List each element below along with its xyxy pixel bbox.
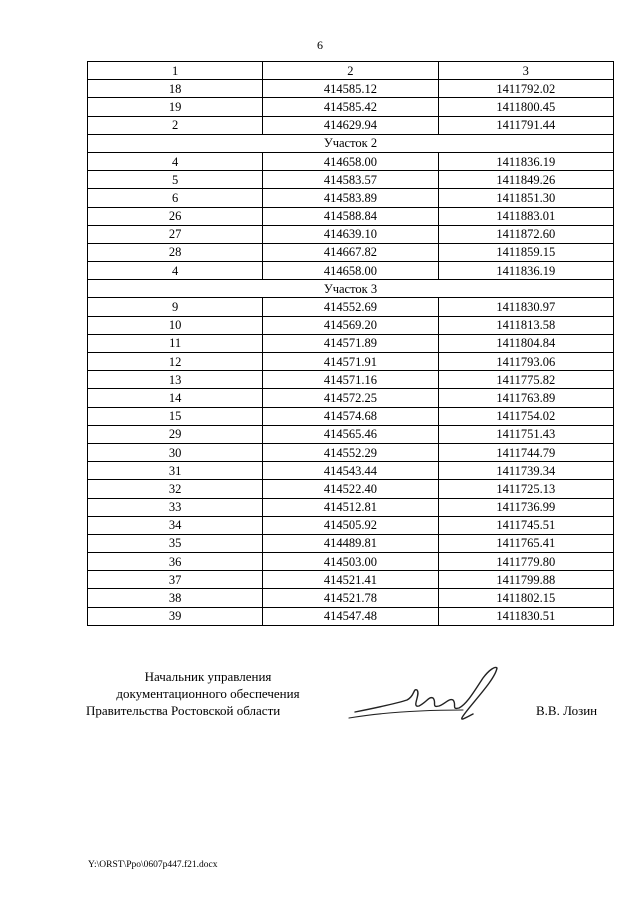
table-cell: 1411792.02 [438,80,613,98]
section-title: Участок 3 [88,280,614,298]
position-title-line3: Правительства Ростовской области [86,703,281,718]
table-cell: 18 [88,80,263,98]
table-cell: 1411851.30 [438,189,613,207]
table-cell: 1411791.44 [438,116,613,134]
table-cell: 414522.40 [263,480,438,498]
page-number: 6 [317,38,323,52]
table-row [88,407,614,425]
table-cell: 414574.68 [263,407,438,425]
table-cell: 414569.20 [263,316,438,334]
table-cell: 11 [88,334,263,352]
table-cell: 38 [88,589,263,607]
table-cell: 414572.25 [263,389,438,407]
table-cell: 414503.00 [263,553,438,571]
table-cell: 414505.92 [263,516,438,534]
section-title: Участок 2 [88,134,614,152]
table-cell: 1411883.01 [438,207,613,225]
table-row [88,152,614,170]
table-cell: 36 [88,553,263,571]
table-cell: 1411859.15 [438,243,613,261]
table-cell: 33 [88,498,263,516]
table-cell: 1411765.41 [438,534,613,552]
table-row [88,116,614,134]
section-row [88,280,614,298]
table-row [88,516,614,534]
table-cell: 414588.84 [263,207,438,225]
table-cell: 414547.48 [263,607,438,625]
table-cell: 29 [88,425,263,443]
signature-block [88,668,328,719]
table-row [88,316,614,334]
table-cell: 414489.81 [263,534,438,552]
file-path: Y:\ORST\Ppo\0607p447.f21.docx [88,860,218,870]
table-cell: 31 [88,462,263,480]
table-cell: 19 [88,98,263,116]
table-cell: 1411836.19 [438,152,613,170]
table-row [88,462,614,480]
table-cell: 414512.81 [263,498,438,516]
table-cell: 1411751.43 [438,425,613,443]
table-cell: 10 [88,316,263,334]
table-row [88,571,614,589]
table-row [88,207,614,225]
table-cell: 37 [88,571,263,589]
table-cell: 414521.78 [263,589,438,607]
table-cell: 414565.46 [263,425,438,443]
table-cell: 414667.82 [263,243,438,261]
table-row [88,534,614,552]
table-row [88,480,614,498]
table-row [88,389,614,407]
table-row [88,225,614,243]
table-cell: 414571.16 [263,371,438,389]
table-cell: 1411779.80 [438,553,613,571]
table-row [88,498,614,516]
table-cell: 2 [88,116,263,134]
table-cell: 34 [88,516,263,534]
table-cell: 1411745.51 [438,516,613,534]
table-cell: 414585.42 [263,98,438,116]
table-cell: 1 [88,62,263,80]
table-cell: 1411813.58 [438,316,613,334]
table-cell: 414543.44 [263,462,438,480]
table-cell: 1411744.79 [438,443,613,461]
table-row [88,189,614,207]
table-cell: 414552.69 [263,298,438,316]
coordinates-table [87,61,614,626]
table-cell: 1411849.26 [438,171,613,189]
table-cell: 414552.29 [263,443,438,461]
table-cell: 1411804.84 [438,334,613,352]
table-cell: 1411736.99 [438,498,613,516]
table-cell: 1411830.97 [438,298,613,316]
table-cell: 26 [88,207,263,225]
table-cell: 414639.10 [263,225,438,243]
table-row [88,553,614,571]
table-cell: 1411763.89 [438,389,613,407]
table-row [88,80,614,98]
table-cell: 1411725.13 [438,480,613,498]
table-row [88,589,614,607]
table-row [88,171,614,189]
table-cell: 35 [88,534,263,552]
table-header-row [88,62,614,80]
handwritten-signature [345,660,515,730]
table-cell: 414571.89 [263,334,438,352]
table-cell: 27 [88,225,263,243]
table-row [88,298,614,316]
table-cell: 414658.00 [263,262,438,280]
table-cell: 414585.12 [263,80,438,98]
table-row [88,262,614,280]
table-cell: 30 [88,443,263,461]
table-cell: 14 [88,389,263,407]
table-row [88,334,614,352]
position-title-line1: Начальник управления [144,669,272,684]
table-cell: 1411793.06 [438,353,613,371]
table-cell: 1411799.88 [438,571,613,589]
table-cell: 414571.91 [263,353,438,371]
table-row [88,371,614,389]
table-cell: 1411872.60 [438,225,613,243]
table-cell: 4 [88,262,263,280]
coordinates-table-body [88,62,614,626]
table-cell: 5 [88,171,263,189]
table-cell: 414658.00 [263,152,438,170]
table-cell: 3 [438,62,613,80]
table-row [88,353,614,371]
table-cell: 39 [88,607,263,625]
table-cell: 1411830.51 [438,607,613,625]
table-cell: 2 [263,62,438,80]
section-row [88,134,614,152]
table-row [88,425,614,443]
table-cell: 1411739.34 [438,462,613,480]
table-cell: 414583.89 [263,189,438,207]
table-row [88,243,614,261]
table-cell: 32 [88,480,263,498]
table-cell: 414583.57 [263,171,438,189]
table-cell: 12 [88,353,263,371]
table-cell: 414629.94 [263,116,438,134]
table-cell: 13 [88,371,263,389]
position-title-line2: документационного обеспечения [116,686,300,701]
signer-name: В.В. Лозин [536,703,598,718]
table-row [88,98,614,116]
table-cell: 1411800.45 [438,98,613,116]
table-row [88,443,614,461]
table-cell: 4 [88,152,263,170]
table-cell: 6 [88,189,263,207]
table-cell: 414521.41 [263,571,438,589]
table-cell: 9 [88,298,263,316]
table-cell: 1411775.82 [438,371,613,389]
table-cell: 1411754.02 [438,407,613,425]
table-cell: 1411836.19 [438,262,613,280]
table-cell: 28 [88,243,263,261]
table-cell: 15 [88,407,263,425]
table-cell: 1411802.15 [438,589,613,607]
table-row [88,607,614,625]
